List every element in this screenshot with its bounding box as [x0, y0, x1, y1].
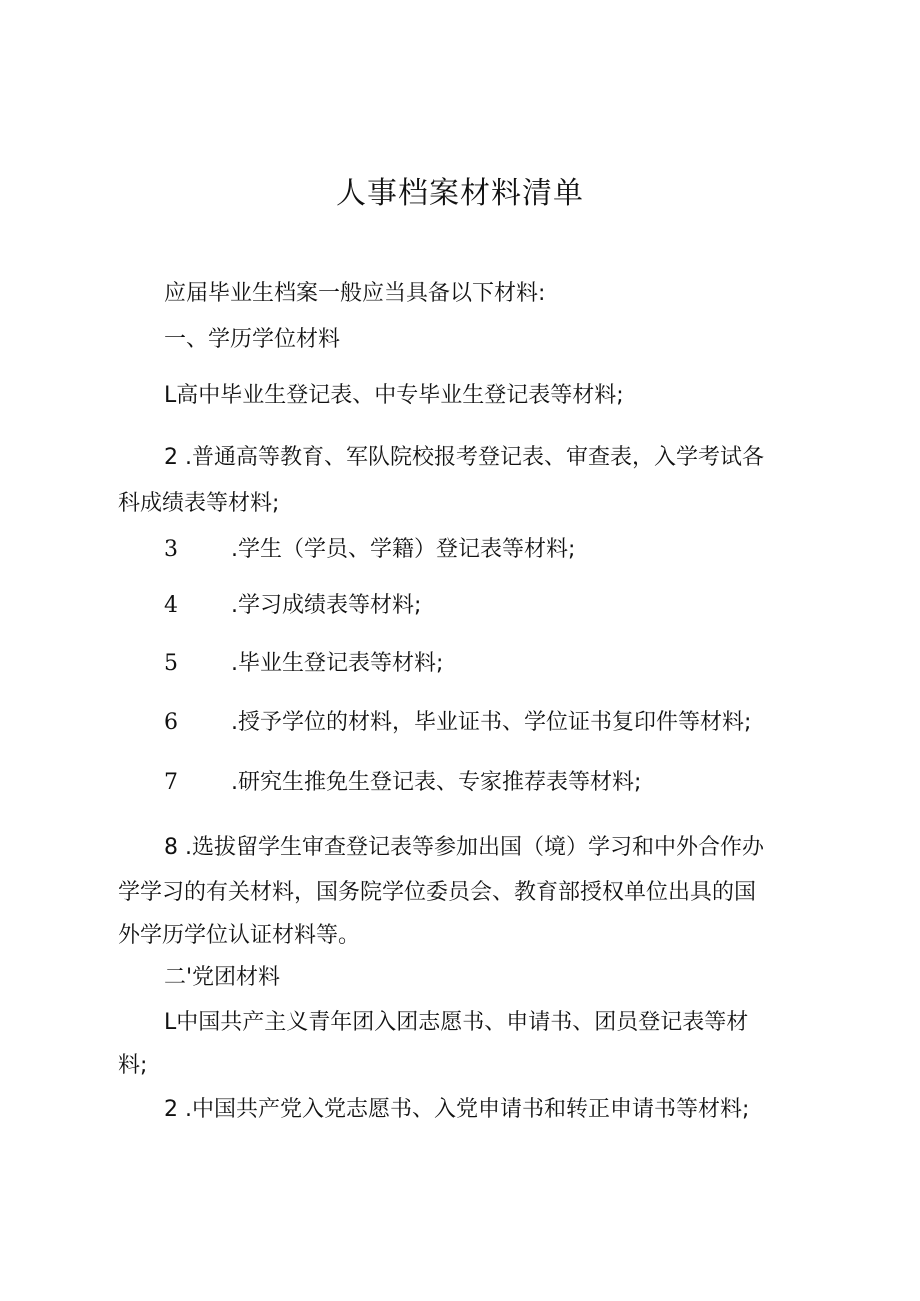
- list-item-3: [164, 532, 575, 563]
- list-item-7: [164, 765, 641, 796]
- intro-text: 应届毕业生档案一般应当具备以下材料:: [164, 281, 546, 306]
- list-item-8-line-2: 学学习的有关材料，国务院学位委员会、教育部授权单位出具的国: [118, 880, 757, 905]
- list-item-8-line-3: 外学历学位认证材料等。: [118, 923, 361, 948]
- list-item-1: L高中毕业生登记表、中专毕业生登记表等材料;: [164, 383, 624, 408]
- list-item-number: 5: [164, 651, 178, 676]
- section-heading-education: 一、学历学位材料: [164, 327, 341, 352]
- list-item-2-line-2: 科成绩表等材料;: [118, 491, 280, 516]
- list-item-text: .学生（学员、学籍）登记表等材料;: [231, 537, 576, 562]
- party-item-1-line-2: 料;: [118, 1053, 148, 1078]
- list-item-8-line-1: 8 .选拔留学生审查登记表等参加出国（境）学习和中外合作办: [164, 835, 764, 860]
- party-item-1-line-1: L中国共产主义青年团入团志愿书、申请书、团员登记表等材: [164, 1010, 749, 1035]
- section-heading-party: 二'党团材料: [164, 965, 281, 990]
- list-item-text: .毕业生登记表等材料;: [231, 651, 444, 676]
- list-item-text: .学习成绩表等材料;: [231, 593, 422, 618]
- list-item-text: .研究生推免生登记表、专家推荐表等材料;: [231, 770, 642, 795]
- list-item-4: [164, 588, 421, 619]
- list-item-number: 4: [164, 593, 178, 618]
- party-item-2: 2 .中国共产党入党志愿书、入党申请书和转正申请书等材料;: [164, 1097, 750, 1122]
- list-item-number: 6: [164, 710, 178, 735]
- list-item-number: 3: [164, 537, 178, 562]
- list-item-number: 7: [164, 770, 178, 795]
- list-item-text: .授予学位的材料，毕业证书、学位证书复印件等材料;: [231, 710, 752, 735]
- list-item-2-line-1: 2 .普通高等教育、军队院校报考登记表、审查表，入学考试各: [164, 445, 764, 470]
- list-item-6: [164, 705, 751, 736]
- document-title: 人事档案材料清单: [336, 176, 584, 211]
- list-item-5: [164, 646, 443, 677]
